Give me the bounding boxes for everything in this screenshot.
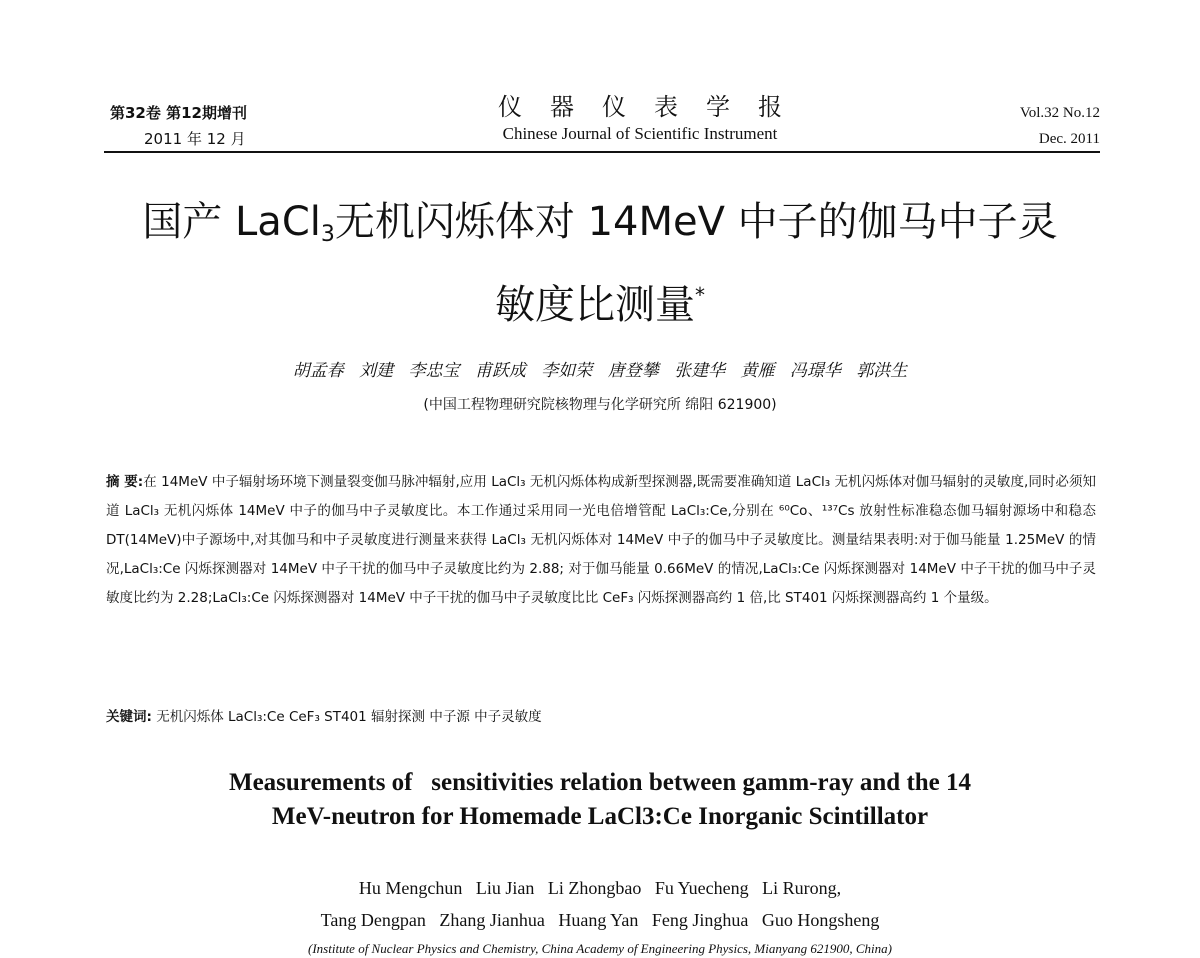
- paper-title-cn-line2: [80, 265, 1120, 335]
- title-footnote-mark: *: [695, 283, 705, 307]
- header-rule: [104, 151, 1100, 153]
- authors-en-line2: Tang Dengpan Zhang Jianhua Huang Yan Feng Jinghua Guo Hongsheng: [320, 910, 880, 930]
- abstract-cn: [106, 468, 1096, 613]
- header-issue-block: [900, 100, 1100, 152]
- header-volume-cn: 第32卷 第12期增刊: [110, 104, 247, 122]
- journal-name-block: [380, 92, 900, 146]
- authors-en: [100, 872, 1100, 936]
- keywords-text: 无机闪烁体 LaCl₃:Ce CeF₃ ST401 辐射探测 中子源 中子灵敏度: [156, 709, 542, 725]
- affiliation-cn: (中国工程物理研究院核物理与化学研究所 绵阳 621900): [423, 397, 777, 413]
- keywords-cn: [106, 703, 1096, 731]
- abstract-text: 在 14MeV 中子辐射场环境下测量裂变伽马脉冲辐射,应用 LaCl₃ 无机闪烁体构成新型探测器,既需要准确知道 LaCl₃ 无机闪烁体对伽马辐射的灵敏度,同时必须知道 LaCl₃ 无机闪烁体 14MeV 中子的伽马中子灵敏度比。本工作通过采用同一光电倍增管配 LaCl₃:Ce,分别在 ⁶⁰Co、¹³⁷Cs 放射性标准稳态伽马辐射源场中和稳态 DT(14MeV)中子源场中,对其伽马和中子灵敏度进行测量来获得 LaCl₃ 无机闪烁体对 14MeV 中子的伽马中子灵敏度比。测量结果表明:对于伽马能量 1.25MeV 的情况,LaCl₃:Ce 闪烁探测器对 14MeV 中子干扰的伽马中子灵敏度比约为 2.88; 对于伽马能量 0.66MeV 的情况,LaCl₃:Ce 闪烁探测器对 14MeV 中子干扰的伽马中子灵敏度比约为 2.28;LaCl₃:Ce 闪烁探测器对 14MeV 中子干扰的伽马中子灵敏度比比 CeF₃ 闪烁探测器高约 1 倍,比 ST401 闪烁探测器高约 1 个量级。: [106, 474, 1096, 606]
- abstract-label: 摘 要:: [106, 474, 144, 490]
- keywords-label: 关键词:: [106, 709, 152, 725]
- authors-cn: 胡孟春 刘建 李忠宝 甫跃成 李如荣 唐登攀 张建华 黄雁 冯璟华 郭洪生: [292, 361, 908, 381]
- paper-title-en-line2: MeV-neutron for Homemade LaCl3:Ce Inorganic Scintillator: [271, 803, 929, 830]
- paper-title-en-line1: Measurements of sensitivities relation between gamm-ray and the 14: [228, 769, 972, 796]
- header-date-en: Dec. 2011: [1038, 131, 1100, 147]
- affiliation-en: (Institute of Nuclear Physics and Chemistry, China Academy of Engineering Physics, Mianyang 621900, China): [308, 941, 892, 956]
- header-volume-block: [110, 100, 370, 152]
- header-volume-en: Vol.32 No.12: [1019, 105, 1100, 121]
- title-cn-subscript: 3: [320, 222, 335, 247]
- title-cn-line2: 敏度比测量: [495, 282, 695, 328]
- header-date-cn: 2011 年 12 月: [144, 130, 246, 148]
- paper-title-cn: [80, 192, 1120, 335]
- paper-title-en: [100, 766, 1100, 834]
- title-cn-part2: 无机闪烁体对 14MeV 中子的伽马中子灵: [334, 199, 1058, 245]
- journal-name-cn: 仪器仪表学报: [498, 93, 810, 121]
- journal-name-en: Chinese Journal of Scientific Instrument: [502, 124, 778, 143]
- authors-en-line1: Hu Mengchun Liu Jian Li Zhongbao Fu Yuecheng Li Rurong,: [358, 878, 842, 898]
- title-cn-part1: 国产 LaCl: [142, 199, 321, 245]
- paper-title-cn-line1: [80, 192, 1120, 265]
